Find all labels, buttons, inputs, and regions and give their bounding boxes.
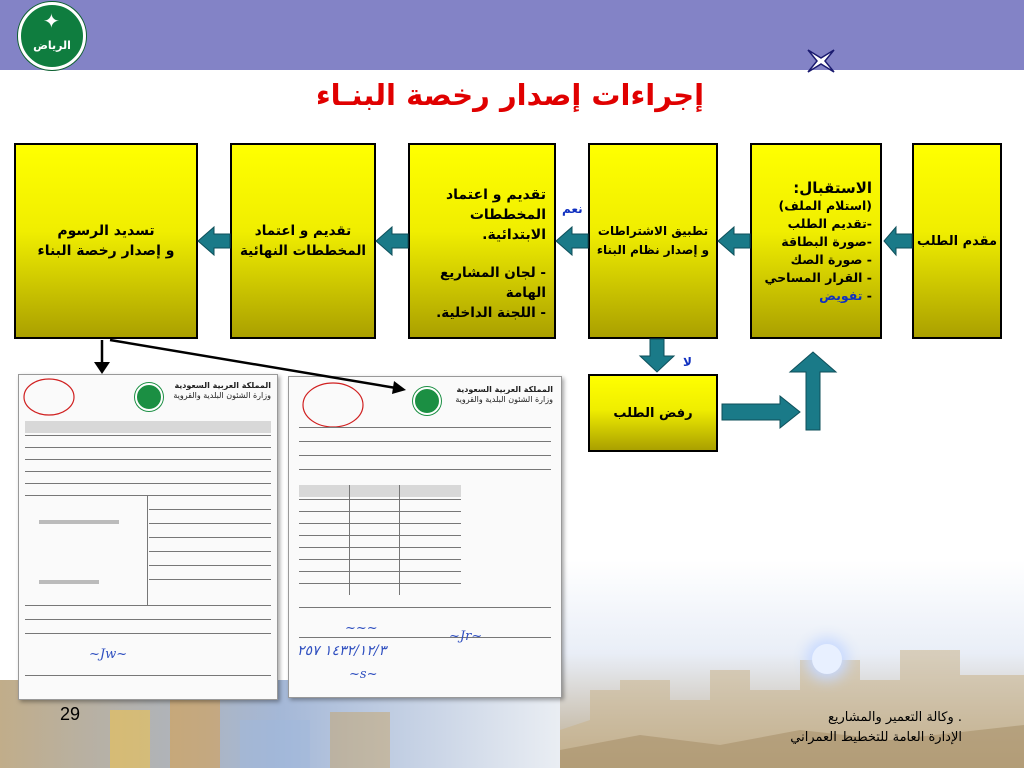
doc-heading: المملكة العربية السعودية [456,385,553,394]
arrow-left-icon [718,227,750,255]
reception-line: - صورة الصك [790,252,872,267]
page-title: إجراءات إصدار رخصة البنـاء [315,78,705,112]
footer-line: . وكالة التعمير والمشاريع [827,710,962,725]
arrow-left-icon [884,227,912,255]
no-label: لا [683,355,692,369]
doc-heading: المملكة العربية السعودية [174,381,271,390]
palm-icon: ✦ [43,9,60,33]
reception-line: - تفويض [819,288,872,303]
arrow-left-icon [198,227,230,255]
preliminary-line: - اللجنة الداخلية. [436,305,546,321]
signature-image: ~~~ [345,621,378,636]
yes-label: نعم [562,202,583,216]
footer-line: الإدارة العامة للتخطيط العمراني [790,730,962,745]
arrow-left-icon [556,227,588,255]
arrowhead-icon [94,362,110,374]
step-apply-requirements: تطبيق الاشتراطات و إصدار نظام البناء [588,143,718,339]
step-final-plans: تقديم و اعتماد المخططات النهائية [230,143,376,339]
doc-subheading: وزارة الشئون البلدية والقروية [455,395,553,404]
arrowhead-icon [392,381,406,394]
preliminary-title: تقديم و اعتماد المخططات الابتدائية. [445,187,546,243]
reception-authorization: تفويض [819,288,863,303]
preliminary-line: - لجان المشاريع الهامة [439,265,546,301]
signature-image: ~Jw~ [89,647,128,662]
reception-line: - القرار المساحي [764,270,872,285]
reception-line: -صورة البطاقة [781,234,872,249]
step-applicant: مقدم الطلب [912,143,1002,339]
arrow-down-icon [640,339,674,372]
doc-subheading: وزارة الشئون البلدية والقروية [173,391,271,400]
reception-title: الاستقبال: [793,179,872,197]
arrow-up-icon [790,352,836,430]
step-reject-request: رفض الطلب [588,374,718,452]
reception-line: (استلام الملف) [778,198,872,213]
page-number: 29 [60,704,81,724]
signature-image: ~s~ [349,667,378,682]
arrow-right-icon [722,396,800,428]
reception-line: -تقديم الطلب [787,216,872,231]
logo-text: الرياض [33,39,71,52]
handwritten-date-image: ١٤٣٢/١٢/٣ ٢٥٧ [297,643,387,659]
footer-department [720,708,962,748]
signature-image: ~Jr~ [449,629,483,644]
arrow-left-icon [376,227,408,255]
step-pay-fees-issue-permit: تسديد الرسوم و إصدار رخصة البناء [14,143,198,339]
connector-line [110,340,396,388]
